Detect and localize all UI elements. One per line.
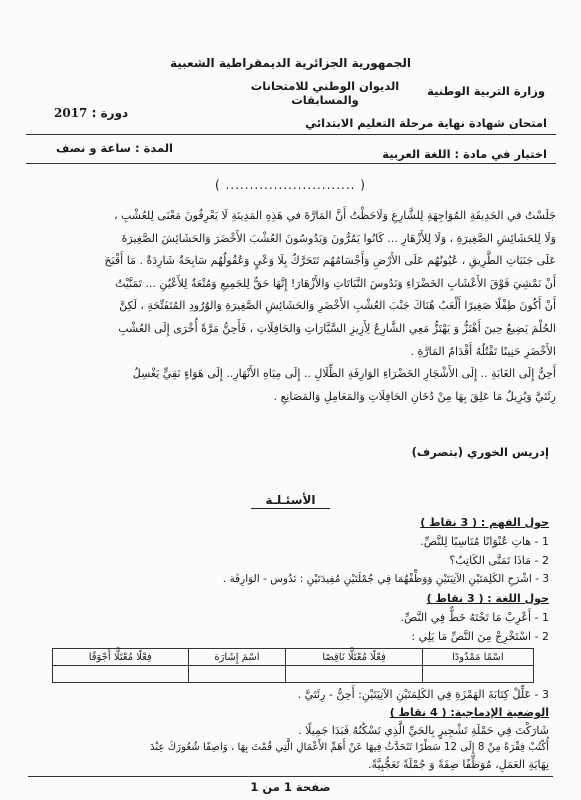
answer-cell[interactable]	[422, 666, 533, 683]
answer-cell[interactable]	[53, 666, 189, 683]
subject-divider	[26, 163, 556, 164]
exam-session	[54, 106, 128, 120]
table-header-row	[53, 649, 534, 666]
text-title-placeholder: ( ........................... )	[215, 178, 366, 192]
questions-heading-text: الأسئـلـة	[251, 493, 329, 509]
office-name: الديوان الوطني للامتحانات والمسابقات	[250, 79, 400, 107]
table-answer-row	[53, 666, 534, 683]
language-q1: 1 - أَعْرِبْ مَا تَحْتَهُ خَطٌّ فِي النَّصِّ.	[400, 611, 549, 624]
passage-line: وَلَا لِلحَشَائِشِ الصَّغِيرَةِ ، وَلَا لِلأَزْهَارِ ... كَانُوا يَمُرُّونَ وَيَدُوسُونَ العُشْبَ الأَخْضَرَ وَالحَشَائِشَ الصَّغِيرَةَ	[121, 231, 556, 245]
table-header-cell: اسْمَ إِشَارَة	[188, 649, 286, 666]
passage-line: أَحِنُّ إِلَى الغَابَةِ .. إِلَى الأَشْجَارِ الخَضْرَاءِ الوَارِفَةِ الظِّلَالِ .. إِلَى مِيَاهِ الأَنْهَارِ.. إِلَى هَوَاءٍ نَقِيٍّ يَغْسِلُ	[132, 367, 556, 381]
passage-line: جَلَسْتُ في الحَدِيقَةِ المُوَاجِهَةِ لِلشَّارِعِ وَلَاحَظْتُ أَنَّ المَارَّةَ في هَذِهِ المَدِينَةِ لَا يَعْرِفُونَ مَعْنَى لِلعُشْبِ ،	[113, 209, 556, 222]
integration-line-3: نِهَايَةِ العَمَلِ، مُوَظِّفًا صِفَةً وَ جُمْلَةً تَعَجُّبِيَّةً.	[368, 758, 549, 771]
table-header-cell: اسْمًا مَمْدُودًا	[422, 649, 533, 666]
exam-duration: المدة : ساعة و نصف	[56, 141, 173, 155]
comprehension-title: حول الفهم : ( 3 نقاط )	[420, 516, 549, 529]
ministry-name: وزارة التربية الوطنية	[427, 84, 545, 98]
passage-line: أَنْ أَكُونَ طِفْلًا صَغِيرًا أَلْعَبُ هُنَاكَ جَنْبَ العُشْبِ الأَخْضَرِ وَالحَشَائِشِ الصَّغِيرَةِ وَالوُرُودِ المُتَفَتِّحَةِ ، لَكِنَّ	[119, 299, 556, 313]
language-q2: 2 - اسْتَخْرِجْ مِنَ النَّصِّ مَا يَلِي :	[411, 630, 549, 643]
answer-cell[interactable]	[286, 666, 422, 683]
passage-line: الحُلْمَ يَضِيعُ حِينَ أَهْتَزُّ وَ يَهْتَزُّ مَعِي الشَّارِعُ لِأَزِيزِ السَّيَّارَاتِ وَالحَافِلَاتِ ، فَأَحِنُّ مَرَّةً أُخْرَى إِلَى العُشْبِ	[118, 321, 556, 335]
extraction-table	[52, 648, 534, 683]
exam-title: امتحان شهادة نهاية مرحلة التعليم الابتدائي	[305, 116, 547, 130]
comprehension-q1: 1 - هاتِ عُنْوَانًا مُنَاسِبًا لِلنَّصِّ.	[420, 535, 549, 548]
session-year: 2017	[54, 106, 88, 120]
passage-line: رِئَتَيَّ وَيُزِيلُ مَا عَلِقَ بِهَا مِنْ دُخَانِ الحَافِلَاتِ وَالمَعَامِلِ وَالمَصَانِعِ .	[273, 389, 556, 403]
passage-line: عَلَى جَنَبَاتِ الطَّرِيقِ ، عُيُونُهُم عَلَى الأَرْضِ وَأَجْسَامُهُم تَتَحَرَّكُ بِلَا وَعْيٍ وَعُقُولُهُم سَابِحَةٌ شَارِدَةٌ . مَا أَقْبَحَ	[104, 254, 556, 268]
integration-line-1: شَارَكْتَ فِي حَمْلَةِ تَشْجِيرٍ بِالحَيِّ الَّذِي تَسْكُنُهُ فَبَدَا جَمِيلًا .	[298, 724, 549, 737]
integration-line-2: أُكْتُبْ فِقْرَةً مِنْ 8 إِلَى 12 سَطْرًا تَتَحَدَّثُ فِيهَا عَنْ أَهَمِّ الأَعْمَالِ الَّتِي قُمْتَ بِهَا ، وَاصِفًا شُعُورَكَ عِنْدَ	[150, 742, 549, 753]
exam-subject: اختبار في مادة : اللغة العربية	[382, 147, 547, 161]
language-q3: 3 - عَلِّلْ كِتَابَةَ الهَمْزَةِ فِي الكَلِمَتَيْنِ الآتِيَتَيْنِ: أَحِنُّ - رِئَتَيَّ .	[297, 688, 549, 701]
footer-divider	[28, 776, 553, 777]
reading-passage	[26, 205, 556, 408]
republic-header: الجمهورية الجزائرية الديمقراطية الشعبية	[169, 56, 412, 70]
passage-author: إدريس الخوري (بتصرف)	[411, 445, 549, 459]
session-label: دورة :	[91, 106, 129, 120]
questions-heading	[0, 493, 581, 507]
answer-cell[interactable]	[188, 666, 286, 683]
table-header-cell: فِعْلًا مُعْتَلًّا نَاقِصًا	[286, 649, 422, 666]
language-title: حول اللغة : ( 3 نقاط )	[426, 592, 549, 605]
page-number: صفحة 1 من 1	[250, 780, 331, 794]
integration-title: الوضعية الإدماجية: ( 4 نقاط )	[389, 706, 549, 719]
passage-line: أَنْ نَمْشِيَ فَوْقَ الأَعْشَابِ الخَضْرَاءِ وَنَدُوسَ النَّبَاتَاتِ وَالأَزْهَارَ! إِنَّهَا حَقٌّ لِلجَمِيعِ وَمُتْعَةٌ لِلأَعْيُنِ ... تَمَنَّيْتُ	[115, 276, 556, 290]
comprehension-q3: 3 - اشْرَحِ الكَلِمَتَيْنِ الآتِيَتَيْنِ وَوَظِّفْهُمَا فِي جُمْلَتَيْنِ مُفِيدَتَيْنِ : نَدُوس - الوَارِفَة .	[222, 573, 549, 585]
comprehension-q2: 2 - مَاذَا تَمَنَّى الكَاتِبُ؟	[449, 554, 549, 567]
header-divider	[26, 134, 556, 135]
table-header-cell: فِعْلًا مُعْتَلًّا أَجْوَفًا	[53, 649, 189, 666]
passage-line: الأَخْضَرِ حَنِينًا تَقْتُلُهُ أَقْدَامُ المَارَّةِ .	[410, 344, 556, 358]
